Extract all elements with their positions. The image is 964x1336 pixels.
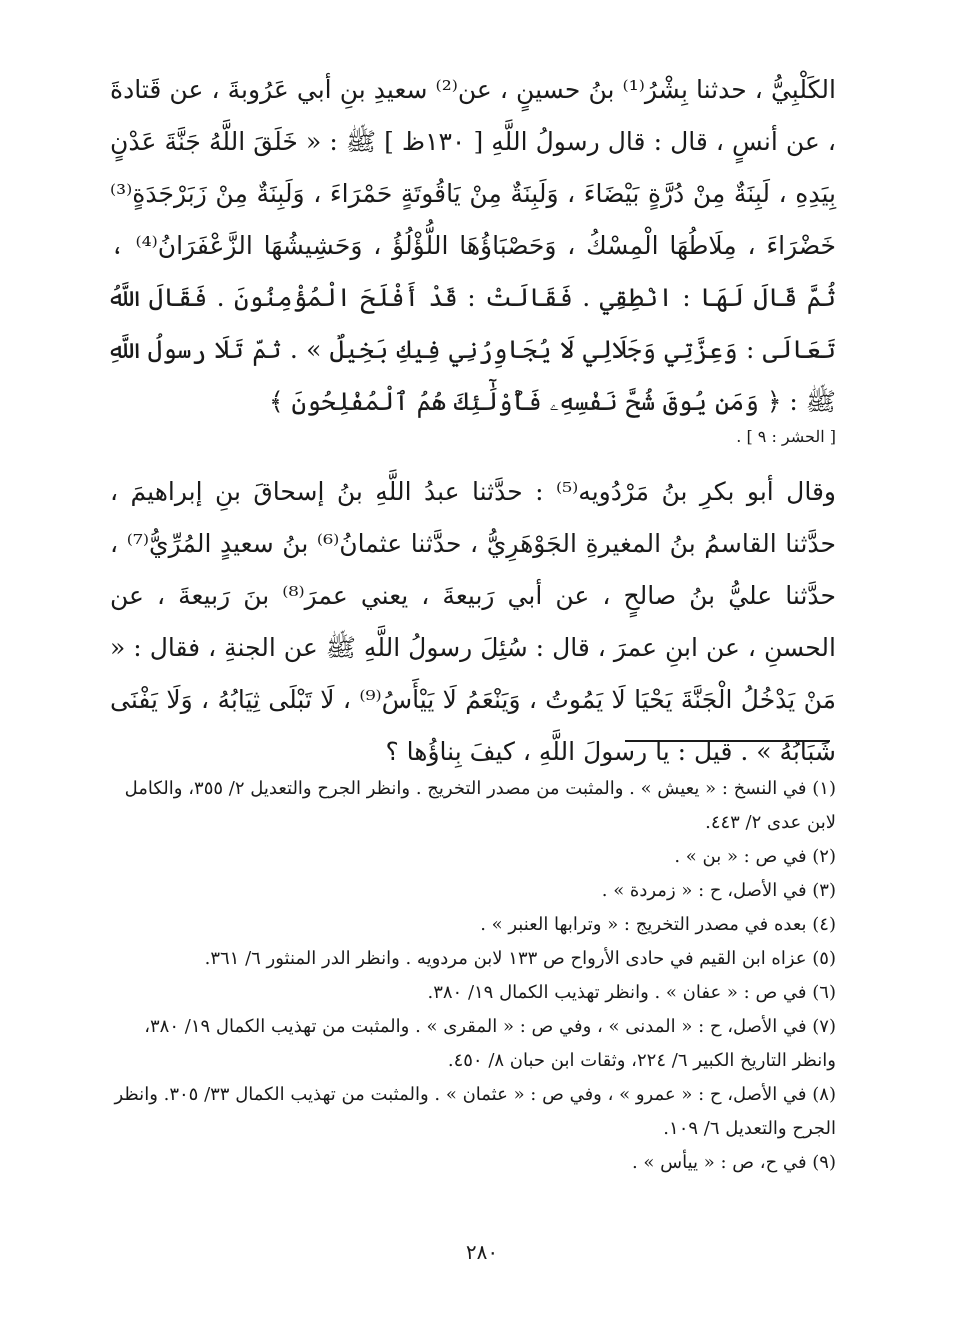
footnote-4: (٤) بعده في مصدر التخريج : « وترابها العنبر » . [480, 914, 836, 935]
main-text [110, 64, 836, 778]
footnote-8: (٨) في الأصل، ح : « عمرو » ، وفي ص : « عثمان » . والمثبت من تهذيب الكمال ٣٣/ ٣٠٥. وانظر الجرح والتعديل ٦/ ١٠٩. [114, 1084, 836, 1139]
page-number: ٢٨٠ [465, 1240, 499, 1264]
footnotes [110, 772, 836, 1180]
footnote-9: (٩) في ح، ص : « ييأس » . [631, 1152, 836, 1173]
quran-reference: [ الحشر : ٩ ] . [736, 427, 836, 446]
footnote-divider [625, 740, 830, 742]
footnote-7: (٧) في الأصل، ح : « المدنى » ، وفي ص : « المقرى » . والمثبت من تهذيب الكمال ١٩/ ٣٨٠، وانظر التاريخ الكبير ٦/ ٢٢٤، وثقات ابن حبان ٨/ ٤٥٠. [144, 1016, 836, 1071]
footnote-3: (٣) في الأصل، ح : « زمردة » . [601, 880, 836, 901]
footnote-2: (٢) في ص : « بن » . [674, 846, 836, 867]
paragraph-2-text: وقال أبو بكرِ بنُ مَرْدُويه⁽⁵⁾ : حدَّثنا عبدُ اللَّهِ بنُ إسحاقَ بنِ إبراهيمَ ، حدَّثنا القاسمُ بنُ المغيرةِ الجَوْهَرِيُّ ، حدَّثنا عثمانُ⁽⁶⁾ بنُ سعيدٍ المُرِّيُّ⁽⁷⁾ ، حدَّثنا عليُّ بنُ صالحٍ ، عن أبي رَبيعةَ ، يعني عمرَ⁽⁸⁾ بنَ رَبيعةَ ، عن الحسنِ ، عن ابنِ عمرَ ، قال : سُئِلَ رسولُ اللَّهِ ﷺ عن الجنةِ ، فقال : « مَنْ يَدْخُلُ الْجَنَّةَ يَحْيَا لَا يَمُوتُ ، وَيَنْعَمُ لَا يَيْأَسُ⁽⁹⁾ ، لَا تَبْلَى ثِيَابُهُ ، وَلَا يَفْنَى شَبَابُهُ » . قيل : يا رسولَ اللَّهِ ، كيفَ بِناؤُها ؟ [110, 477, 837, 766]
footnote-6: (٦) في ص : « عفان » . وانظر تهذيب الكمال ١٩/ ٣٨٠. [427, 982, 836, 1003]
paragraph-2 [110, 466, 836, 778]
footnote-1: (١) في النسخ : « يعيش » . والمثبت من مصدر التخريج . وانظر الجرح والتعديل ٢/ ٣٥٥، والكامل لابن عدى ٢/ ٤٤٣. [124, 778, 836, 833]
footnote-5: (٥) عزاه ابن القيم في حادى الأرواح ص ١٣٣ لابن مردويه . وانظر الدر المنثور ٦/ ٣٦١. [204, 948, 836, 969]
paragraph-1-text: الكَلْبِيُّ ، حدثنا بِشْرُ⁽¹⁾ بنُ حسينٍ ، عن⁽²⁾ سعيدِ بنِ أبي عَرُوبةَ ، عن قَتادةَ ، عن أنسٍ ، قال : قال رسولُ اللَّهِ [ ١٣٠ظ ] ﷺ : « خَلَقَ اللَّهُ جَنَّةَ عَدْنٍ بِيَدِهِ ، لَبِنَةٌ مِنْ دُرَّةٍ بَيْضَاءَ ، وَلَبِنَةٌ مِنْ يَاقُوتَةٍ حَمْرَاءَ ، وَلَبِنَةٌ مِنْ زَبَرْجَدَةٍ⁽³⁾ خَضْرَاءَ ، مِلَاطُهَا الْمِسْكُ ، وَحَصْبَاؤُهَا اللُّؤْلُؤُ ، وَحَشِيشُهَا الزَّعْفَرَانُ⁽⁴⁾ ، ثُمَّ قَالَ لَهَا : انْطِقِي . فَقَالَتْ : قَدْ أَفْلَحَ الْمُؤْمِنُونَ . فَقَالَ اللَّهُ تَعَالَى : وَعِزَّتِي وَجَلَالِي لَا يُجَاوِرُنِي فِيكِ بَخِيلٌ » . ثمّ تَلَا رسولُ اللَّهِ ﷺ : ﴿ وَمَن يُوقَ شُحَّ نَفْسِهِۦ فَأُوْلَٰٓئِكَ هُمُ ٱلْمُفْلِحُونَ ﴾ [110, 75, 836, 416]
paragraph-1 [110, 64, 836, 452]
